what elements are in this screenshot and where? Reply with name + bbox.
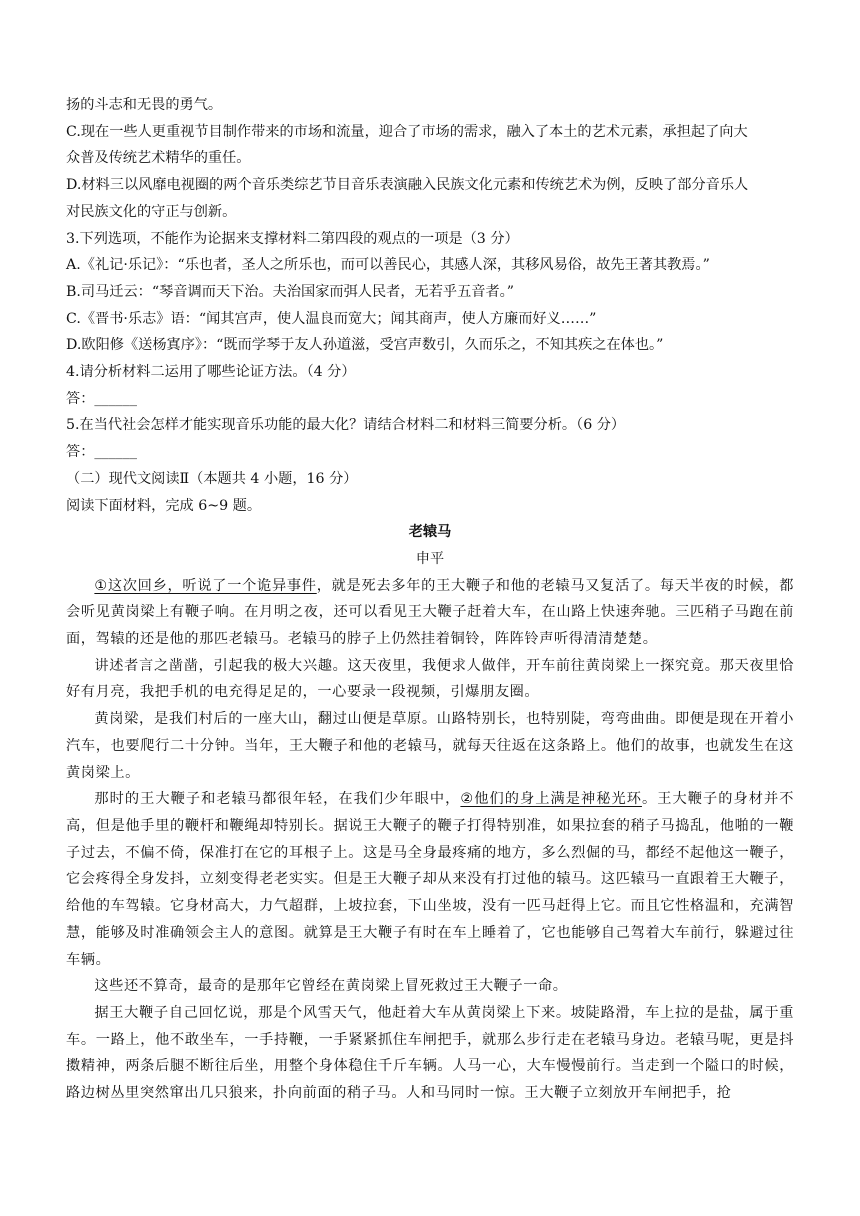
story-title: 老辕马 (408, 524, 452, 541)
paragraph-4-text-a: 那时的王大鞭子和老辕马都很年轻，在我们少年眼中， (94, 791, 461, 808)
text-line: 众普及传统艺术精华的重任。 (66, 150, 251, 167)
paragraph-1-text: ，就是死去多年的王大鞭子和他的老辕马又复活了。每天半夜的时候，都会听见黄岗梁上有鞭子响。在月明之夜，还可以看见王大鞭子赶着大车，在山路上快速奔驰。三匹稍子马跑在前面，驾辕的还是他的那匹老辕马。老辕马的脖子上仍然挂着铜铃，阵阵铃声听得清清楚楚。 (66, 577, 794, 648)
question-5: 5.在当代社会怎样才能实现音乐功能的最大化？请结合材料二和材料三简要分析。（6 分） (66, 417, 626, 434)
answer-blank-5: 答：______ (66, 444, 137, 461)
paragraph-5: 这些还不算奇，最奇的是那年它曾经在黄岗梁上冒死救过王大鞭子一命。 (94, 978, 568, 995)
story-author: 申平 (415, 550, 445, 567)
answer-blank-4: 答：______ (66, 390, 137, 407)
question-3-option-a: A.《礼记·乐记》：“乐也者，圣人之所乐也，而可以善民心，其感人深，其移风易俗，故先王著其教焉。” (66, 257, 710, 274)
exam-page (66, 92, 794, 1107)
text-line: 对民族文化的守正与创新。 (66, 203, 237, 220)
text-line: 扬的斗志和无畏的勇气。 (66, 97, 223, 113)
underlined-sentence-2: ②他们的身上满是神秘光环 (460, 791, 642, 808)
question-3: 3.下列选项，不能作为论据来支撑材料二第四段的观点的一项是（3 分） (66, 230, 519, 247)
paragraph-3: 黄岗梁，是我们村后的一座大山，翻过山便是草原。山路特别长，也特别陡，弯弯曲曲。即便是现在开着小汽车，也要爬行二十分钟。当年，王大鞭子和他的老辕马，就每天往返在这条路上。他们的故事，也就发生在这黄岗梁上。 (66, 711, 794, 781)
paragraph-4 (66, 786, 794, 973)
underlined-sentence-1: ①这次回乡，听说了一个诡异事件 (94, 577, 317, 594)
paragraph-6: 据王大鞭子自己回忆说，那是个风雪天气，他赶着大车从黄岗梁上下来。坡陡路滑，车上拉的是盐，属于重车。一路上，他不敢坐车，一手持鞭，一手紧紧抓住车闸把手，就那么步行走在老辕马身边。老辕马呢，更是抖擞精神，两条后腿不断往后坐，用整个身体稳住千斤车辆。人马一心，大车慢慢前行。当走到一个隘口的时候，路边树丛里突然窜出几只狼来，扑向前面的稍子马。人和马同时一惊。王大鞭子立刻放开车闸把手，抢 (66, 1004, 794, 1102)
option-d: D.材料三以风靡电视圈的两个音乐类综艺节目音乐表演融入民族文化元素和传统艺术为例，反映了部分音乐人 (66, 177, 749, 194)
option-c: C.现在一些人更重视节目制作带来的市场和流量，迎合了市场的需求，融入了本土的艺术元素，承担起了向大 (66, 123, 748, 140)
question-3-option-b: B.司马迁云：“琴音调而天下治。夫治国家而弭人民者，无若乎五音者。” (66, 283, 514, 300)
question-3-option-d: D.欧阳修《送杨寘序》：“既而学琴于友人孙道滋，受宫声数引，久而乐之，不知其疾之在体也。” (66, 337, 664, 354)
paragraph-4-text-b: 。王大鞭子的身材并不高，但是他手里的鞭杆和鞭绳却特别长。据说王大鞭子的鞭子打得特别准，如果拉套的稍子马捣乱，他啪的一鞭子过去，不偏不倚，保准打在它的耳根子上。这是马全身最疼痛的地方，多么烈倔的马，都经不起他这一鞭子，它会疼得全身发抖，立刻变得老老实实。但是王大鞭子却从来没有打过他的辕马。这匹辕马一直跟着王大鞭子，给他的车驾辕。它身材高大，力气超群，上坡拉套，下山坐坡，没有一匹马赶得上它。而且它性格温和，充满智慧，能够及时准确领会主人的意图。就算是王大鞭子有时在车上睡着了，它也能够自己驾着大车前行，躲避过往车辆。 (66, 791, 794, 968)
section-heading: （二）现代文阅读Ⅱ（本题共 4 小题，16 分） (66, 470, 358, 487)
instruction: 阅读下面材料，完成 6~9 题。 (66, 497, 262, 514)
paragraph-2: 讲述者言之凿凿，引起我的极大兴趣。这天夜里，我便求人做伴，开车前往黄岗梁上一探究竟。那天夜里恰好有月亮，我把手机的电充得足足的，一心要录一段视频，引爆朋友圈。 (66, 657, 794, 701)
question-4: 4.请分析材料二运用了哪些论证方法。（4 分） (66, 364, 356, 381)
paragraph-1 (66, 573, 794, 653)
question-3-option-c: C.《晋书·乐志》语：“闻其宫声，使人温良而宽大；闻其商声，使人方廉而好义……” (66, 310, 597, 327)
